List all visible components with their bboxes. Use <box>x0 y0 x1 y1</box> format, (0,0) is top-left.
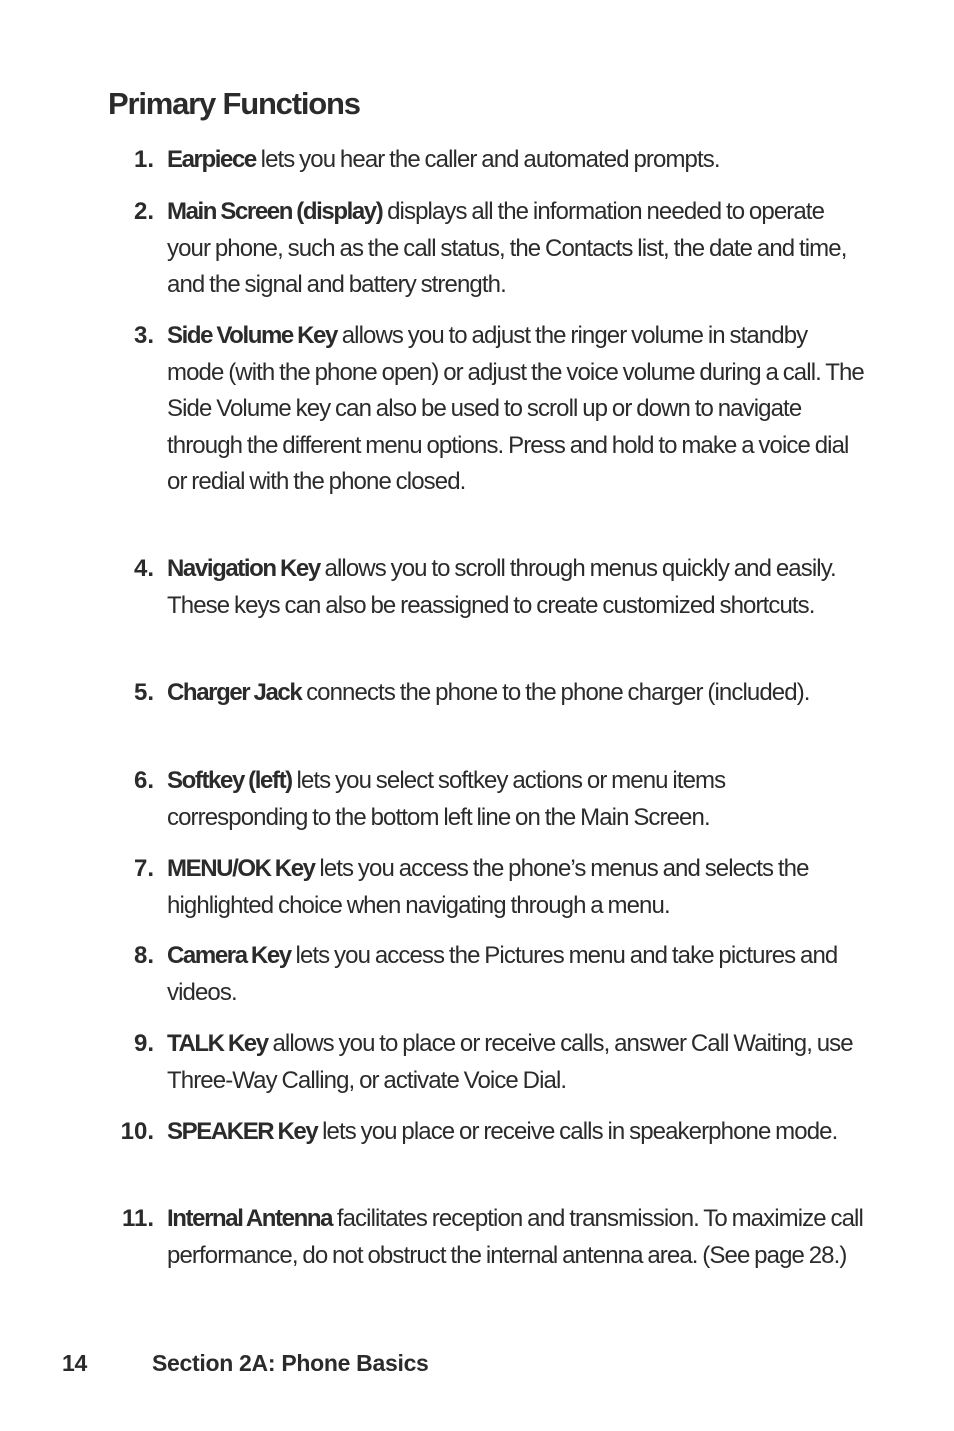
item-number: 9. <box>133 1030 154 1057</box>
item-term: Camera Key <box>167 942 291 969</box>
list-item-camera-key <box>108 938 868 1011</box>
item-body <box>167 938 868 1011</box>
section-heading: Primary Functions <box>108 86 360 121</box>
item-body <box>167 142 868 179</box>
item-term: Charger Jack <box>167 679 302 706</box>
item-body <box>167 194 868 304</box>
item-term: Internal Antenna <box>167 1205 333 1232</box>
list-item-main-screen <box>108 194 868 304</box>
list-item-navigation-key <box>108 551 868 624</box>
item-number: 10. <box>120 1118 154 1145</box>
item-term: Main Screen (display) <box>167 198 383 225</box>
list-item-speaker-key <box>108 1114 868 1151</box>
item-body <box>167 551 868 624</box>
item-term: MENU/OK Key <box>167 855 315 882</box>
item-number: 2. <box>133 198 154 225</box>
footer-section-title: Section 2A: Phone Basics <box>152 1350 429 1376</box>
item-number: 11. <box>121 1205 154 1232</box>
list-item-softkey-left <box>108 763 868 836</box>
item-body <box>167 1114 868 1151</box>
item-number: 5. <box>133 679 154 706</box>
item-body <box>167 763 868 836</box>
item-body <box>167 318 868 501</box>
item-body <box>167 851 868 924</box>
item-term: Softkey (left) <box>167 767 292 794</box>
item-number: 7. <box>133 855 154 882</box>
item-number: 8. <box>133 942 154 969</box>
item-body <box>167 1026 868 1099</box>
item-body <box>167 675 868 712</box>
item-number: 6. <box>133 767 154 794</box>
list-item-menu-ok-key <box>108 851 868 924</box>
item-term: SPEAKER Key <box>167 1118 318 1145</box>
item-description: lets you hear the caller and automated prompts. <box>255 146 720 173</box>
list-item-internal-antenna <box>108 1201 868 1274</box>
item-number: 4. <box>133 555 154 582</box>
item-description: facilitates reception and transmission. To maximize call performance, do not obstruct the internal antenna area. (See page 28.) <box>167 1205 863 1269</box>
item-body <box>167 1201 868 1274</box>
list-item-earpiece <box>108 142 868 179</box>
footer-page-number: 14 <box>62 1350 87 1376</box>
list-item-charger-jack <box>108 675 868 712</box>
item-term: Navigation Key <box>167 555 320 582</box>
item-number: 3. <box>133 322 154 349</box>
item-description: allows you to scroll through menus quickly and easily. These keys can also be reassigned to create customized shortcuts. <box>167 555 836 619</box>
item-number: 1. <box>133 146 154 173</box>
item-term: Earpiece <box>167 146 256 173</box>
item-description: lets you select softkey actions or menu items corresponding to the bottom left line on the Main Screen. <box>167 767 726 831</box>
list-item-talk-key <box>108 1026 868 1099</box>
item-description: lets you access the Pictures menu and take pictures and videos. <box>167 942 838 1006</box>
item-description: allows you to place or receive calls, answer Call Waiting, use Three-Way Calling, or activate Voice Dial. <box>167 1030 853 1094</box>
item-description: displays all the information needed to operate your phone, such as the call status, the Contacts list, the date and time, and the signal and battery strength. <box>167 198 847 299</box>
item-term: Side Volume Key <box>167 322 337 349</box>
item-description: lets you place or receive calls in speakerphone mode. <box>317 1118 838 1145</box>
list-item-side-volume-key <box>108 318 868 501</box>
item-description: allows you to adjust the ringer volume in standby mode (with the phone open) or adjust the voice volume during a call. The Side Volume key can also be used to scroll up or down to navigate through the different menu options. Press and hold to make a voice dial or redial with the phone closed. <box>167 322 864 496</box>
item-description: lets you access the phone’s menus and selects the highlighted choice when navigating through a menu. <box>167 855 809 919</box>
item-term: TALK Key <box>167 1030 268 1057</box>
item-description: connects the phone to the phone charger (included). <box>301 679 810 706</box>
